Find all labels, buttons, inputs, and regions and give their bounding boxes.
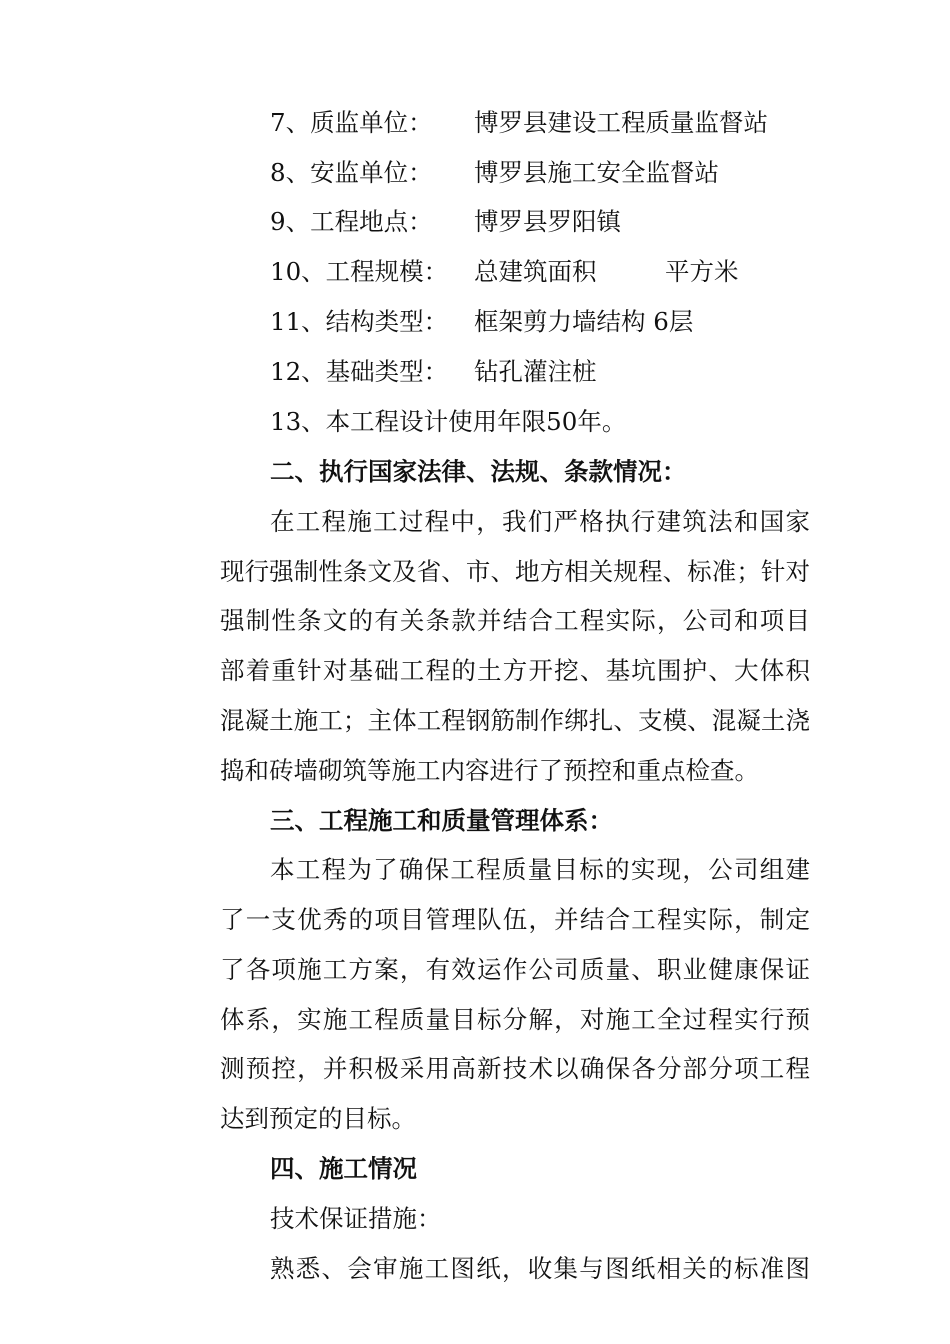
- item-9-value: 博罗县罗阳镇: [474, 207, 621, 236]
- section-3-line-5: 测预控，并积极采用高新技术以确保各分部分项工程: [220, 1054, 810, 1083]
- item-12-value: 钻孔灌注桩: [474, 357, 597, 386]
- item-10-value: 总建筑面积: [474, 257, 597, 286]
- section-3-line-1: 本工程为了确保工程质量目标的实现，公司组建: [270, 855, 810, 884]
- section-3-line-2: 了一支优秀的项目管理队伍，并结合工程实际，制定: [220, 905, 810, 934]
- item-8-label: 8、安监单位：: [270, 158, 433, 187]
- section-4-subheading: 技术保证措施：: [270, 1204, 442, 1233]
- section-4-line-1: 熟悉、会审施工图纸，收集与图纸相关的标准图: [270, 1254, 810, 1283]
- section-2-line-2: 现行强制性条文及省、市、地方相关规程、标准；针对: [220, 557, 810, 586]
- section-3-line-6: 达到预定的目标。: [220, 1104, 416, 1133]
- item-7-label: 7、质监单位：: [270, 108, 433, 137]
- item-13-text: 13、本工程设计使用年限50年。: [270, 407, 627, 436]
- section-4-heading: 四、施工情况: [270, 1154, 417, 1183]
- section-2-heading: 二、执行国家法律、法规、条款情况：: [270, 457, 687, 486]
- section-2-line-6: 捣和砖墙砌筑等施工内容进行了预控和重点检查。: [220, 756, 759, 785]
- item-10-label: 10、工程规模：: [270, 257, 449, 286]
- section-2-line-4: 部着重针对基础工程的土方开挖、基坑围护、大体积: [220, 656, 810, 685]
- section-2-line-1: 在工程施工过程中，我们严格执行建筑法和国家: [270, 507, 810, 536]
- section-3-heading: 三、工程施工和质量管理体系：: [270, 806, 613, 835]
- item-10-unit: 平方米: [665, 257, 739, 286]
- item-12-label: 12、基础类型：: [270, 357, 449, 386]
- section-2-line-5: 混凝土施工；主体工程钢筋制作绑扎、支模、混凝土浇: [220, 706, 810, 735]
- item-11-label: 11、结构类型：: [270, 307, 449, 336]
- section-2-line-3: 强制性条文的有关条款并结合工程实际，公司和项目: [220, 606, 810, 635]
- item-8-value: 博罗县施工安全监督站: [474, 158, 719, 187]
- section-3-line-4: 体系，实施工程质量目标分解，对施工全过程实行预: [220, 1005, 810, 1034]
- item-7-value: 博罗县建设工程质量监督站: [474, 108, 768, 137]
- item-9-label: 9、工程地点：: [270, 207, 433, 236]
- section-3-line-3: 了各项施工方案，有效运作公司质量、职业健康保证: [220, 955, 810, 984]
- item-11-value: 框架剪力墙结构 6层: [474, 307, 694, 336]
